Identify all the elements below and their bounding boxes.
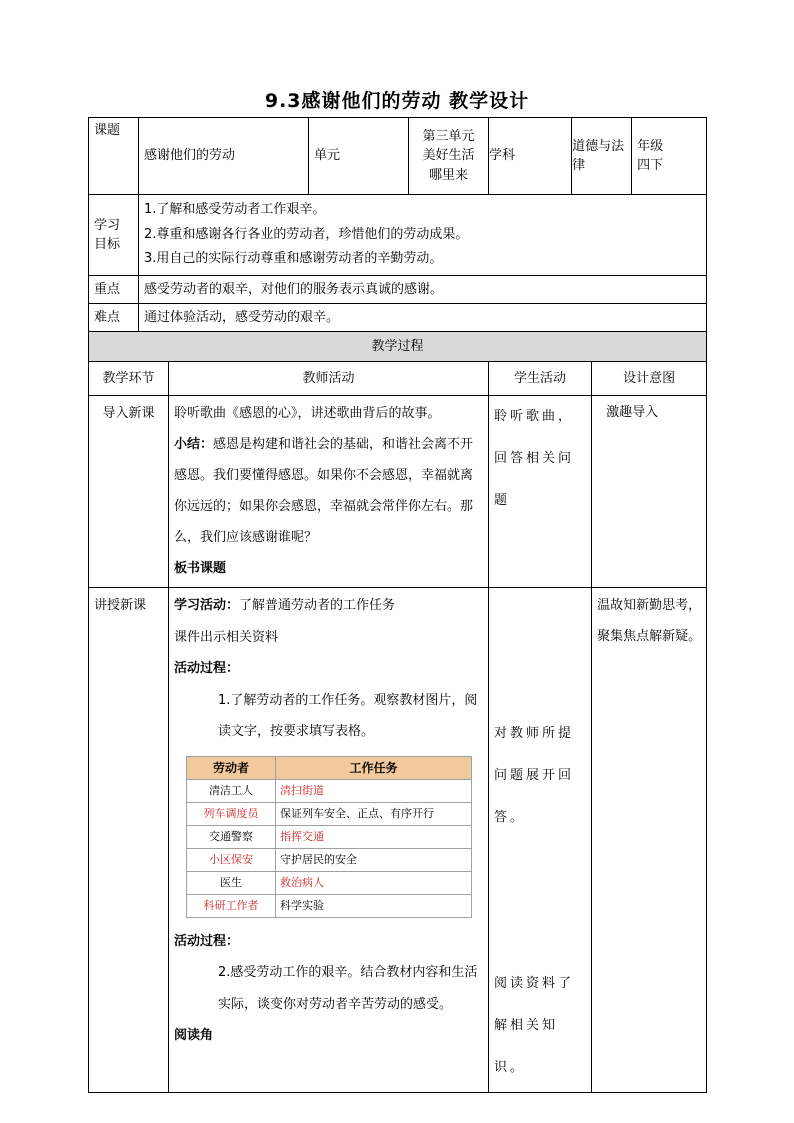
task-cell: 保证列车安全、正点、有序开行 [276,802,472,825]
unit-value [409,118,489,195]
worker-row [187,802,472,825]
student-reading-text: 阅读资料了解相关知识。 [494,976,575,1076]
task-cell: 救治病人 [276,871,472,894]
student-answer-text: 对教师所提问题展开回答。 [494,726,575,826]
difficulty-text: 通过体验活动，感受劳动的艰辛。 [139,304,707,332]
key-point-label: 重点 [89,276,139,304]
key-point-text: 感受劳动者的艰辛，对他们的服务表示真诚的感谢。 [139,276,707,304]
worker-cell: 交通警察 [187,825,276,848]
process-label: 活动过程： [174,661,240,677]
step-two-text: 2.感受劳动工作的艰辛。结合教材内容和生活实际，谈变你对劳动者辛苦劳动的感受。 [218,965,478,1012]
subject-value: 道德与法律 [572,118,632,195]
worker-row [187,894,472,917]
column-teacher: 教师活动 [169,362,489,396]
grade-label: 年级 [637,138,664,154]
worker-cell: 医生 [187,871,276,894]
worker-row [187,871,472,894]
unit-label: 单元 [309,118,409,195]
goals-row [89,195,707,276]
step-one-text: 1.了解劳动者的工作任务。观察教材图片，阅读文字，按要求填写表格。 [218,692,478,740]
intro-intent: 激趣导入 [592,396,707,588]
worker-row [187,848,472,871]
difficulty-label: 难点 [89,304,139,332]
unit-value-line: 第三单元 [422,128,475,144]
worker-cell: 小区保安 [187,848,276,871]
grade-cell [632,118,707,195]
goal-item: 3.用自己的实际行动尊重和感谢劳动者的辛勤劳动。 [144,251,443,267]
goals-label-line: 目标 [94,237,121,253]
intro-stage: 导入新课 [89,396,169,588]
intro-teacher-text: 聆听歌曲《感恩的心》，讲述歌曲背后的故事。 [174,406,441,422]
key-point-row [89,276,707,304]
column-stage: 教学环节 [89,362,169,396]
intro-teacher [169,396,489,588]
page-title: 9.3感谢他们的劳动 教学设计 [264,90,530,112]
activity-line [174,590,483,622]
column-student: 学生活动 [489,362,592,396]
task-cell: 清扫街道 [276,779,472,802]
activity-text: 了解普通劳动者的工作任务 [239,598,396,614]
worker-row [187,825,472,848]
process-title: 教学过程 [89,332,707,362]
course-label: 课题 [89,118,139,195]
grade-value: 四下 [637,158,664,173]
new-lesson-row [89,588,707,1093]
board-title: 板书课题 [174,561,227,577]
courseware-text: 课件出示相关资料 [174,629,279,645]
task-header: 工作任务 [276,756,472,779]
task-cell: 守护居民的安全 [276,848,472,871]
task-cell: 科学实验 [276,894,472,917]
intro-row [89,396,707,588]
goal-item: 2.尊重和感谢各行各业的劳动者，珍惜他们的劳动成果。 [144,226,469,242]
worker-cell: 列车调度员 [187,802,276,825]
reading-corner: 阅读角 [174,1028,214,1044]
new-teacher [169,588,489,1093]
activity-label: 学习活动： [174,598,240,614]
worker-table-header [187,756,472,779]
task-cell: 指挥交通 [276,825,472,848]
summary-label: 小结： [174,437,214,453]
unit-value-line: 美好生活 [422,148,475,164]
worker-cell: 科研工作者 [187,894,276,917]
goals-label [89,195,139,276]
intro-summary [174,429,483,553]
summary-text: 感恩是构建和谐社会的基础，和谐社会离不开感恩。我们要懂得感恩。如果你不会感恩，幸福就离你远远的；如果你会感恩，幸福就会常伴你左右。那么，我们应该感谢谁呢？ [174,437,474,546]
worker-task-table [186,756,472,918]
worker-cell: 清洁工人 [187,779,276,802]
lesson-plan-table [88,117,707,1093]
goals-list [139,195,707,276]
goals-label-line: 学习 [94,217,121,233]
worker-row [187,779,472,802]
difficulty-row [89,304,707,332]
new-stage: 讲授新课 [89,588,169,1093]
column-header-row [89,362,707,396]
new-student [489,588,592,1093]
goal-item: 1.了解和感受劳动者工作艰辛。 [144,202,326,217]
new-intent: 温故知新勤思考，聚集焦点解新疑。 [592,588,707,1093]
unit-value-line: 哪里来 [429,167,469,183]
column-intent: 设计意图 [592,362,707,396]
subject-label: 学科 [489,118,572,195]
intro-student: 聆听歌曲，回答相关问题 [489,396,592,588]
process-title-row [89,332,707,362]
course-value: 感谢他们的劳动 [139,118,309,195]
process-label: 活动过程： [174,933,240,949]
worker-header: 劳动者 [187,756,276,779]
info-row [89,118,707,195]
